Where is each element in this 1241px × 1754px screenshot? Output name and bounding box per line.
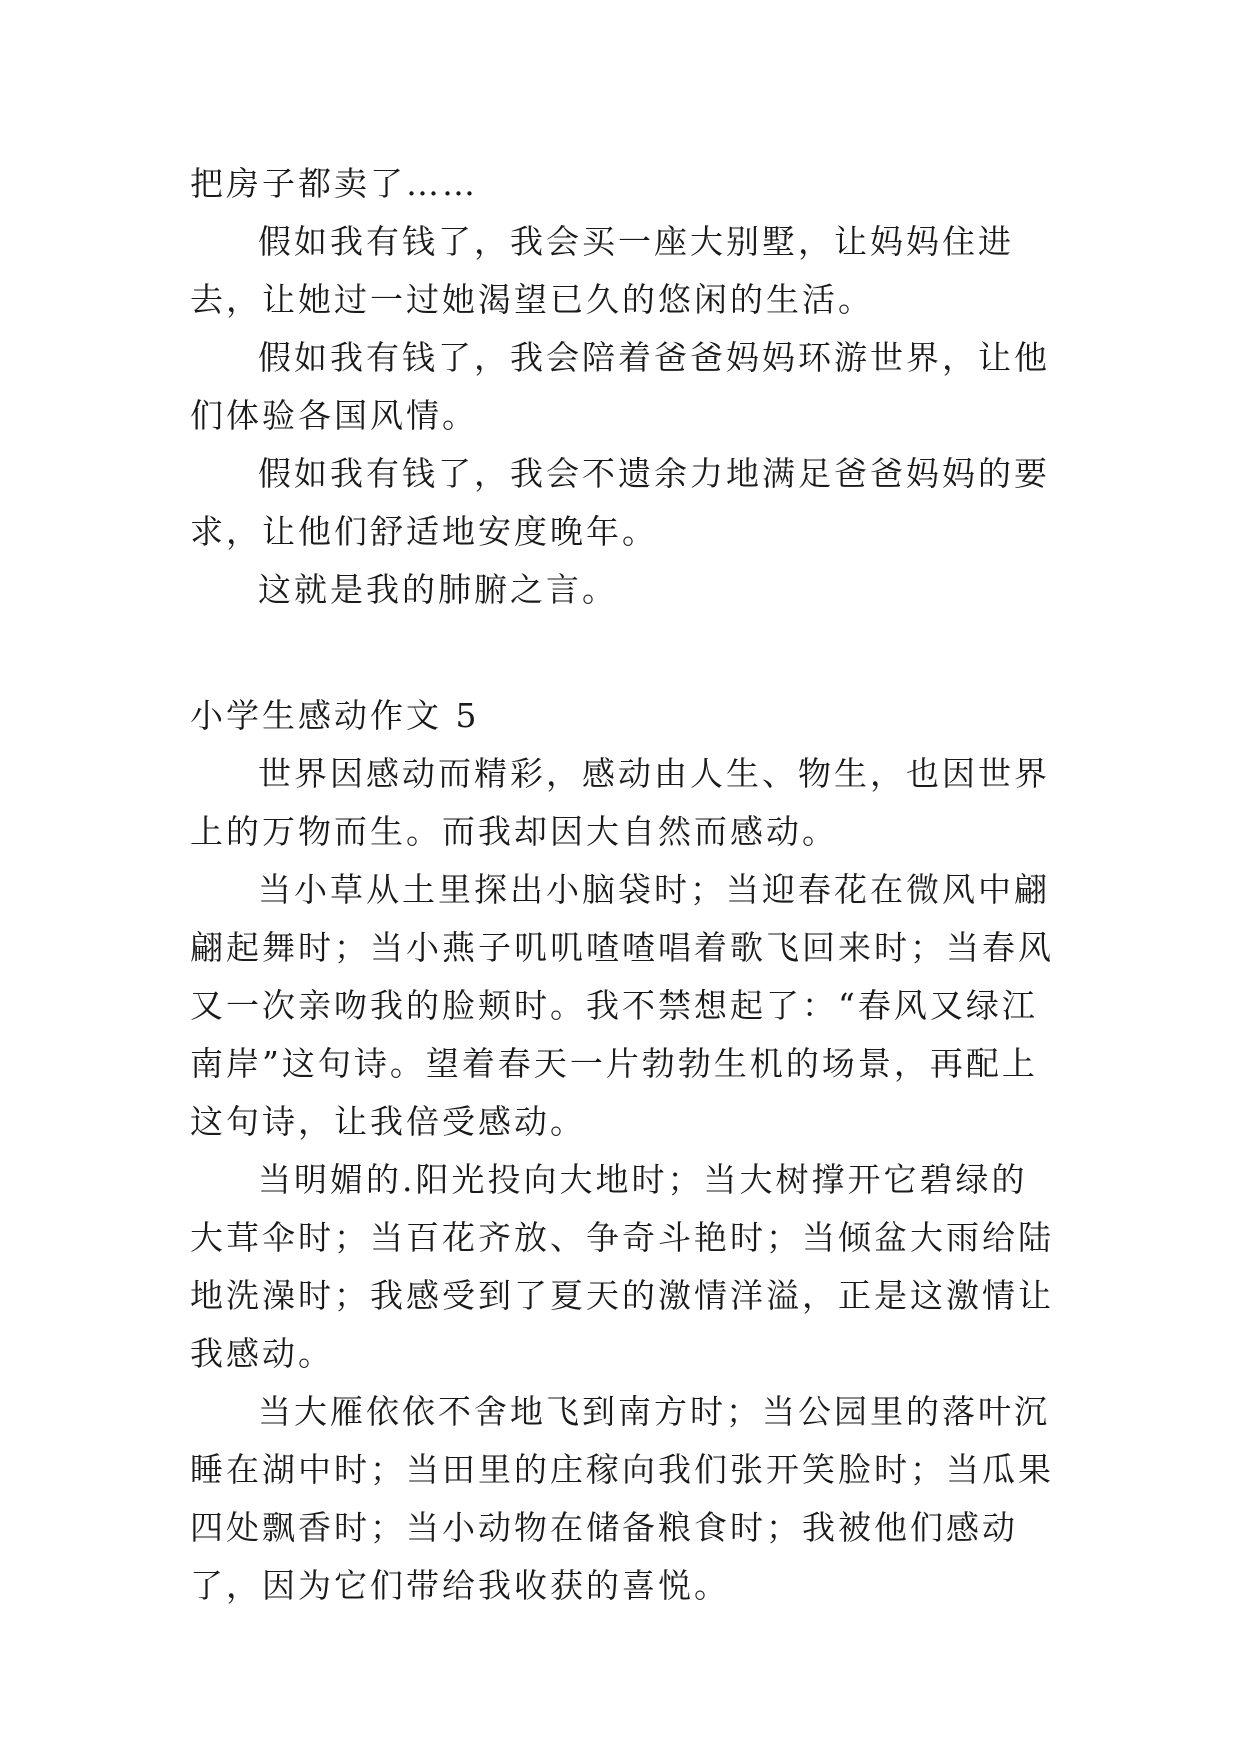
paragraph: 假如我有钱了，我会陪着爸爸妈妈环游世界，让他们体验各国风情。: [190, 338, 1050, 435]
paragraph: 这就是我的肺腑之言。: [258, 570, 618, 609]
paragraph: 当大雁依依不舍地飞到南方时；当公园里的落叶沉睡在湖中时；当田里的庄稼向我们张开笑脸时；当瓜果四处飘香时；当小动物在储备粮食时；我被他们感动了，因为它们带给我收获的喜悦。: [190, 1392, 1054, 1605]
paragraph: 当小草从土里探出小脑袋时；当迎春花在微风中翩翩起舞时；当小燕子叽叽喳喳唱着歌飞回来时；当春风又一次亲吻我的脸颊时。我不禁想起了：“春风又绿江南岸”这句诗。望着春天一片勃勃生机的场景，再配上这句诗，让我倍受感动。: [190, 870, 1054, 1141]
paragraph: 假如我有钱了，我会不遗余力地满足爸爸妈妈的要求，让他们舒适地安度晚年。: [190, 454, 1050, 551]
paragraph: 当明媚的.阳光投向大地时；当大树撑开它碧绿的大茸伞时；当百花齐放、争奇斗艳时；当倾盆大雨给陆地洗澡时；我感受到了夏天的激情洋溢，正是这激情让我感动。: [190, 1160, 1054, 1373]
section-title: 小学生感动作文 5: [190, 696, 480, 735]
paragraph-continuation: 把房子都卖了……: [190, 164, 478, 203]
paragraph: 假如我有钱了，我会买一座大别墅，让妈妈住进去，让她过一过她渴望已久的悠闲的生活。: [190, 222, 1014, 319]
section-spacer: [190, 619, 1060, 687]
document-body: [190, 155, 1060, 1615]
paragraph: 世界因感动而精彩，感动由人生、物生，也因世界上的万物而生。而我却因大自然而感动。: [190, 754, 1050, 851]
